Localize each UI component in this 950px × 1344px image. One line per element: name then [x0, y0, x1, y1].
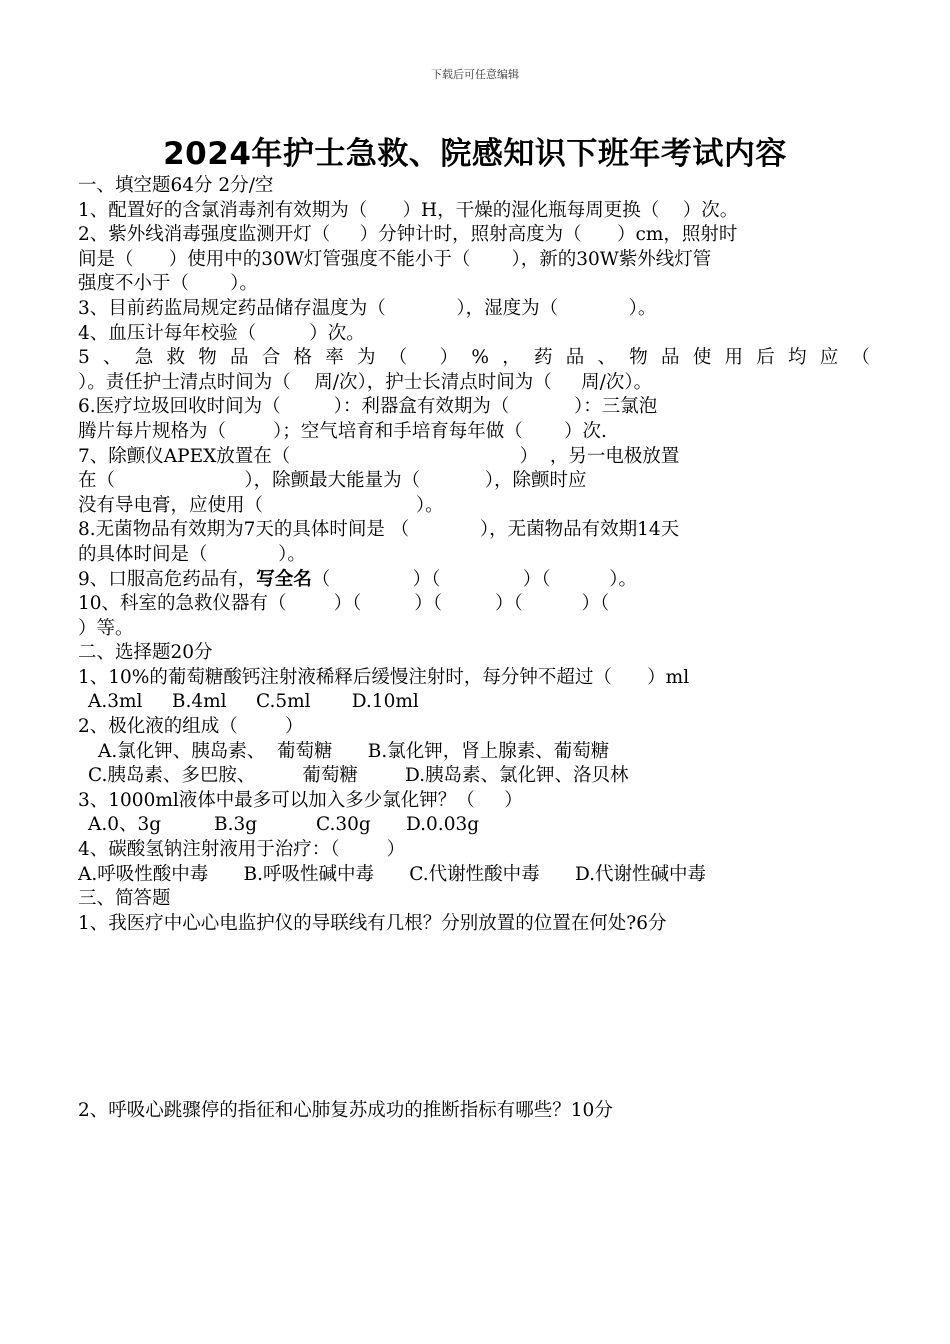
question-2-3-options: A.0、3g B.3g C.30g D.0.03g [88, 814, 480, 836]
exam-body [78, 174, 870, 1124]
question-2-4-options: A.呼吸性酸中毒 B.呼吸性碱中毒 C.代谢性酸中毒 D.代谢性碱中毒 [78, 863, 706, 885]
question-2-4: 4、碳酸氢钠注射液用于治疗：（ ） [78, 839, 406, 861]
question-1-1: 1、配置好的含氯消毒剂有效期为（ ）H，干燥的湿化瓶每周更换（ ）次。 [78, 199, 739, 221]
page-title: 2024年护士急救、院感知识下班年考试内容 [163, 136, 787, 172]
section-heading-multiple-choice: 二、选择题20分 [78, 642, 213, 664]
question-2-1-options: A.3ml B.4ml C.5ml D.10ml [88, 691, 419, 713]
question-2-1: 1、10%的葡萄糖酸钙注射液稀释后缓慢注射时，每分钟不超过（ ）ml [78, 666, 690, 688]
question-1-2-line1: 2、紫外线消毒强度监测开灯（ ）分钟计时，照射高度为（ ）cm，照射时 [78, 224, 738, 246]
question-2-3: 3、1000ml液体中最多可以加入多少氯化钾？（ ） [78, 789, 523, 811]
question-1-7-line1: 7、除颤仪APEX放置在（ ） ，另一电极放置 [78, 445, 680, 467]
question-1-10-line2: ）等。 [78, 617, 134, 639]
question-1-9-blanks: （ ）（ ）（ ）。 [311, 568, 638, 590]
question-1-9-emphasis: 写全名 [256, 568, 312, 590]
question-1-10-line1: 10、科室的急救仪器有（ ）（ ）（ ）（ ）（ [78, 593, 610, 615]
section-heading-short-answer: 三、简答题 [78, 888, 171, 910]
question-3-1: 1、我医疗中心心电监护仪的导联线有几根？分别放置的位置在何处?6分 [78, 912, 667, 934]
question-1-6-line1: 6.医疗垃圾回收时间为（ ）：利器盒有效期为（ ）：三氯泡 [78, 396, 658, 418]
section-heading-fill-blank: 一、填空题64分 2分/空 [78, 175, 274, 196]
question-2-2: 2、极化液的组成（ ） [78, 716, 304, 738]
question-1-2-line2: 间是（ ）使用中的30W灯管强度不能小于（ ），新的30W紫外线灯管 [78, 248, 712, 270]
question-3-2: 2、呼吸心跳骤停的指征和心肺复苏成功的推断指标有哪些？10分 [78, 1100, 613, 1122]
question-1-6-line2: 腾片每片规格为（ ）；空气培育和手培育每年做（ ）次. [78, 420, 607, 442]
question-1-4: 4、血压计每年校验（ ）次。 [78, 322, 365, 344]
question-1-2-line3: 强度不小于（ ）。 [78, 273, 258, 295]
question-1-9-prefix: 9、口服高危药品有， [78, 568, 257, 590]
question-1-7-line3: 没有导电膏，应使用（ ）。 [78, 494, 444, 516]
question-1-3: 3、目前药监局规定药品储存温度为（ ），湿度为（ ）。 [78, 297, 657, 319]
header-note: 下载后可任意编辑 [431, 68, 519, 81]
question-1-5-line2: ）。责任护士清点时间为（ 周/次），护士长清点时间为（ 周/次）。 [78, 371, 653, 393]
question-1-8-line1: 8.无菌物品有效期为7天的具体时间是 （ ），无菌物品有效期14天 [78, 519, 680, 541]
question-1-5-line1: 5、急救物品合格率为（ ）%，药品、物品使用后均应（ [78, 347, 870, 369]
question-1-9 [78, 568, 870, 593]
question-2-2-options-line2: C.胰岛素、多巴胺、 葡萄糖 D.胰岛素、氯化钾、洛贝林 [88, 765, 629, 787]
question-1-7-line2: 在（ ），除颤最大能量为（ ），除颤时应 [78, 470, 587, 492]
question-1-8-line2: 的具体时间是（ ）。 [78, 543, 306, 565]
answer-space-3-1 [78, 936, 870, 1099]
question-2-2-options-line1: A.氯化钾、胰岛素、 葡萄糖 B.氯化钾，肾上腺素、葡萄糖 [98, 740, 610, 762]
